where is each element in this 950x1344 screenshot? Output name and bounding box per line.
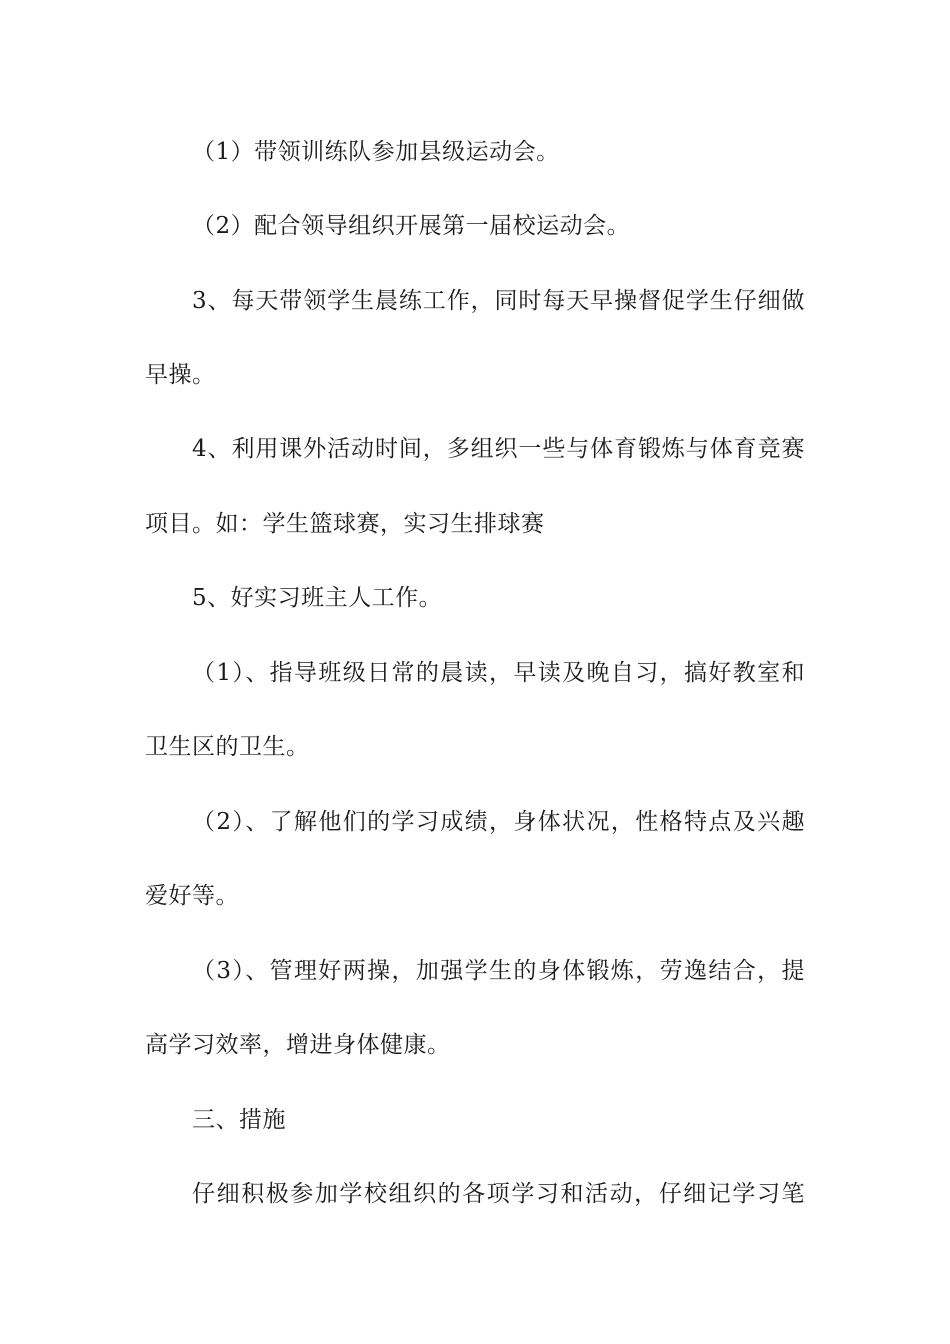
- paragraph-line-12: （3）、管理好两操，加强学生的身体锻炼，劳逸结合，提: [192, 958, 805, 984]
- paragraph-line-3: 3、每天带领学生晨练工作，同时每天早操督促学生仔细做: [192, 288, 805, 314]
- paragraph-line-2: （2）配合领导组织开展第一届校运动会。: [192, 213, 631, 239]
- paragraph-line-11: 爱好等。: [145, 883, 239, 909]
- paragraph-line-15: 仔细积极参加学校组织的各项学习和活动，仔细记学习笔: [192, 1181, 805, 1207]
- section-heading-measures: 三、措施: [192, 1107, 286, 1133]
- paragraph-line-5: 4、利用课外活动时间，多组织一些与体育锻炼与体育竞赛: [192, 436, 805, 462]
- paragraph-line-8: （1）、指导班级日常的晨读，早读及晚自习，搞好教室和: [192, 660, 805, 686]
- paragraph-line-1: （1）带领训练队参加县级运动会。: [192, 139, 560, 165]
- paragraph-line-6: 项目。如：学生篮球赛，实习生排球赛: [145, 511, 545, 537]
- paragraph-line-10: （2）、了解他们的学习成绩，身体状况，性格特点及兴趣: [192, 809, 805, 835]
- paragraph-line-9: 卫生区的卫生。: [145, 734, 310, 760]
- paragraph-line-7: 5、好实习班主人工作。: [192, 585, 443, 611]
- paragraph-line-13: 高学习效率，增进身体健康。: [145, 1032, 451, 1058]
- paragraph-line-4: 早操。: [145, 362, 216, 388]
